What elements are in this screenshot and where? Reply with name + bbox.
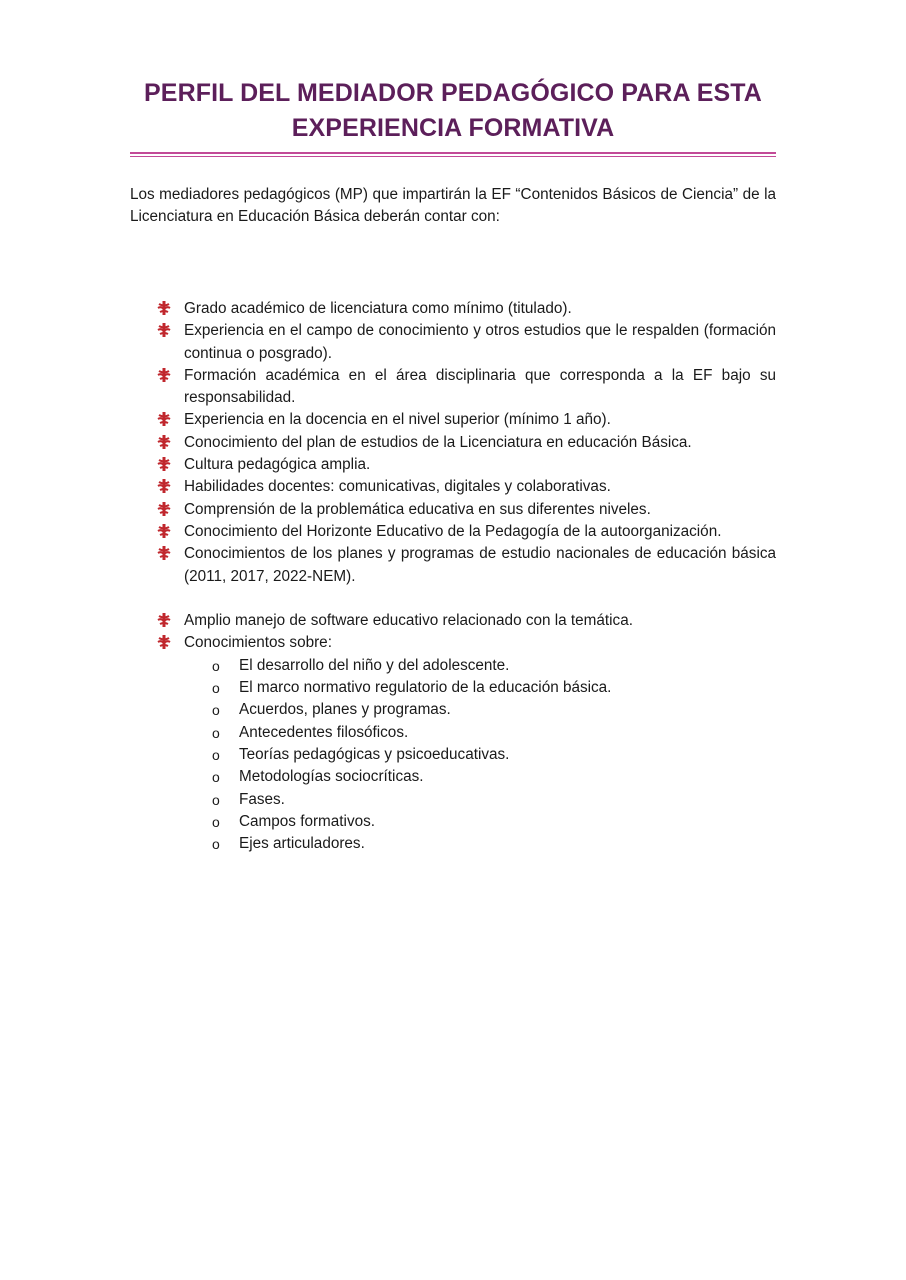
page-title <box>130 76 776 146</box>
list-item <box>130 632 776 855</box>
hollow-circle-bullet-icon: o <box>212 657 220 674</box>
list-item <box>130 409 776 431</box>
sublist-item <box>130 699 776 721</box>
title-line-2: EXPERIENCIA FORMATIVA <box>291 114 615 142</box>
caduceus-bullet-icon <box>156 435 172 449</box>
list-item <box>130 521 776 543</box>
caduceus-bullet-icon <box>156 301 172 315</box>
hollow-circle-bullet-icon: o <box>212 769 220 786</box>
requirement-text: Habilidades docentes: comunicativas, digitales y colaborativas. <box>184 478 611 496</box>
list-item <box>130 499 776 521</box>
caduceus-bullet-icon <box>156 546 172 560</box>
caduceus-bullet-icon <box>156 412 172 426</box>
caduceus-bullet-icon <box>156 479 172 493</box>
topic-text: Acuerdos, planes y programas. <box>239 701 451 719</box>
caduceus-bullet-icon <box>156 613 172 627</box>
topic-text: El desarrollo del niño y del adolescente. <box>239 656 510 674</box>
list-item <box>130 543 776 588</box>
title-underline-thin <box>130 156 776 157</box>
requirement-text: Conocimiento del plan de estudios de la Licenciatura en educación Básica. <box>184 433 692 451</box>
hollow-circle-bullet-icon: o <box>212 680 220 697</box>
hollow-circle-bullet-icon: o <box>212 724 220 741</box>
hollow-circle-bullet-icon: o <box>212 836 220 853</box>
caduceus-bullet-icon <box>156 323 172 337</box>
sublist-item <box>130 766 776 788</box>
title-line-1: PERFIL DEL MEDIADOR PEDAGÓGICO PARA ESTA <box>144 79 762 107</box>
caduceus-bullet-icon <box>156 502 172 516</box>
list-item <box>130 454 776 476</box>
topic-text: Metodologías sociocríticas. <box>239 768 424 786</box>
requirement-text: Amplio manejo de software educativo relacionado con la temática. <box>184 612 633 630</box>
caduceus-bullet-icon <box>156 635 172 649</box>
requirement-text: Cultura pedagógica amplia. <box>184 456 371 474</box>
list-item <box>130 610 776 632</box>
list-item <box>130 432 776 454</box>
topic-text: Campos formativos. <box>239 812 376 830</box>
requirement-text: Formación académica en el área disciplinaria que corresponda a la EF bajo su responsabilidad. <box>184 366 776 407</box>
title-underline <box>130 152 776 154</box>
requirement-text: Conocimiento del Horizonte Educativo de la Pedagogía de la autoorganización. <box>184 522 722 540</box>
sublist-item <box>130 789 776 811</box>
requirement-text: Experiencia en la docencia en el nivel superior (mínimo 1 año). <box>184 411 611 429</box>
sublist-item <box>130 655 776 677</box>
topic-text: Fases. <box>239 790 285 808</box>
intro-paragraph: Los mediadores pedagógicos (MP) que impartirán la EF “Contenidos Básicos de Ciencia” de la Licenciatura en Educación Básica deberán contar con: <box>130 186 776 225</box>
topic-text: El marco normativo regulatorio de la educación básica. <box>239 679 612 697</box>
sublist-item <box>130 677 776 699</box>
sublist-item <box>130 833 776 855</box>
sublist-item <box>130 722 776 744</box>
list-item <box>130 298 776 320</box>
list-item <box>130 365 776 410</box>
hollow-circle-bullet-icon: o <box>212 746 220 763</box>
list-spacer <box>130 588 776 610</box>
list-item <box>130 476 776 498</box>
topic-text: Antecedentes filosóficos. <box>239 723 409 741</box>
caduceus-bullet-icon <box>156 368 172 382</box>
document-page <box>130 0 776 855</box>
requirement-text: Conocimientos sobre: <box>184 634 332 652</box>
requirement-text: Experiencia en el campo de conocimiento y otros estudios que le respalden (formación continua o posgrado). <box>184 322 776 362</box>
hollow-circle-bullet-icon: o <box>212 813 220 830</box>
hollow-circle-bullet-icon: o <box>212 791 220 808</box>
sublist-item <box>130 811 776 833</box>
requirement-text: Comprensión de la problemática educativa en sus diferentes niveles. <box>184 500 651 518</box>
knowledge-sublist <box>184 655 776 856</box>
requirement-text: Conocimientos de los planes y programas de estudio nacionales de educación básica (2011, 2017, 2022-NEM). <box>184 545 776 585</box>
list-item <box>130 320 776 365</box>
topic-text: Ejes articuladores. <box>239 835 365 853</box>
caduceus-bullet-icon <box>156 524 172 538</box>
topic-text: Teorías pedagógicas y psicoeducativas. <box>239 745 510 763</box>
caduceus-bullet-icon <box>156 457 172 471</box>
requirements-list <box>130 298 776 855</box>
hollow-circle-bullet-icon: o <box>212 702 220 719</box>
sublist-item <box>130 744 776 766</box>
requirement-text: Grado académico de licenciatura como mínimo (titulado). <box>184 300 572 317</box>
